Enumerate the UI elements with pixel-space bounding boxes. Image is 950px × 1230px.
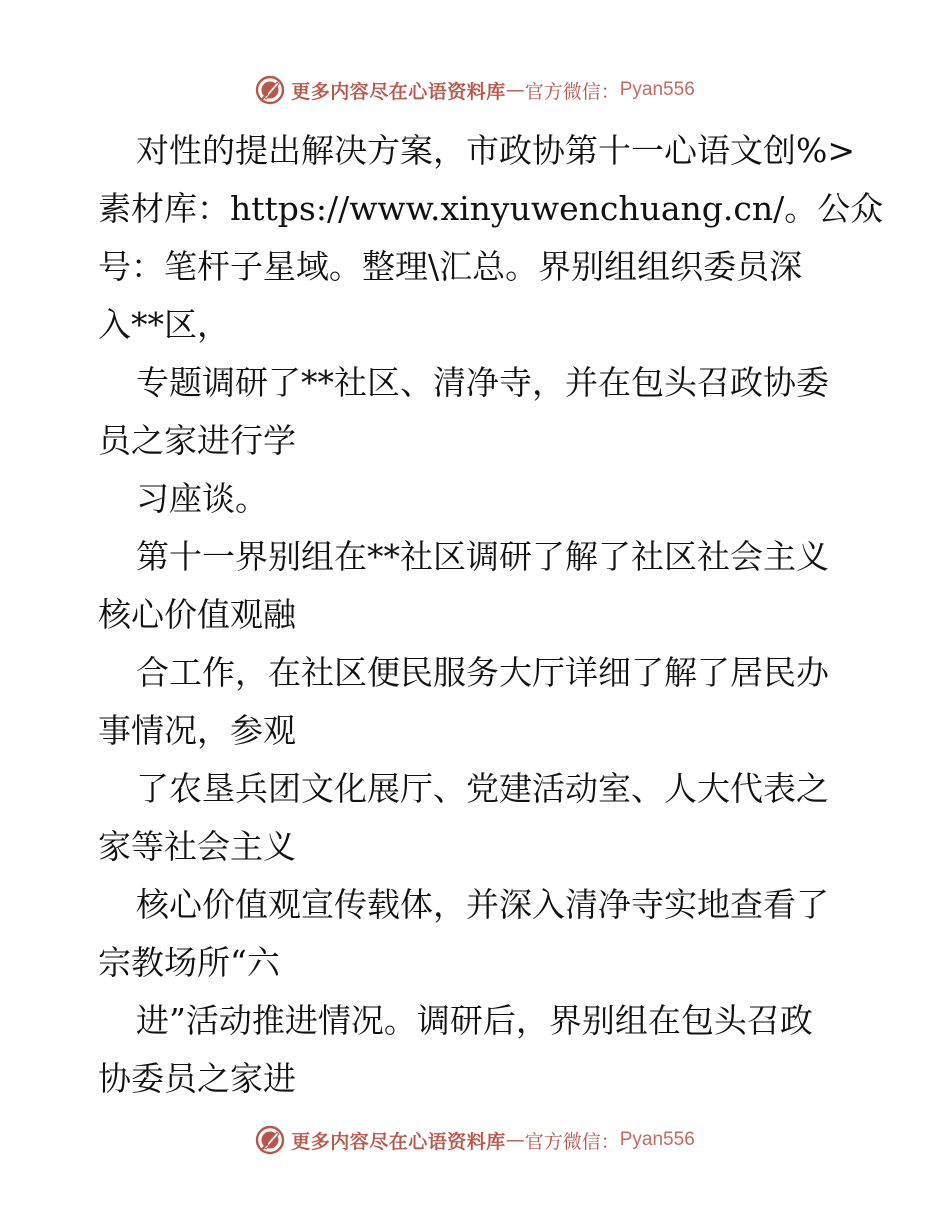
body-line: 了农垦兵团文化展厅、党建活动室、人大代表之 — [136, 769, 829, 808]
banner-separator: — — [505, 79, 525, 101]
body-line: 入**区， — [98, 305, 230, 344]
quill-seal-icon — [255, 75, 285, 105]
body-line: 协委员之家进 — [98, 1059, 296, 1098]
body-line: 事情况，参观 — [98, 711, 296, 750]
banner-label: 官方微信： — [524, 1130, 620, 1153]
footer-banner — [0, 1122, 950, 1158]
banner-separator: — — [505, 1129, 525, 1151]
quill-seal-icon — [255, 1125, 285, 1155]
banner-wechat-id: Pyan556 — [619, 1129, 695, 1150]
body-line: 素材库：https://www.xinyuwenchuang.cn/。公众 — [98, 189, 884, 228]
header-banner — [0, 72, 950, 108]
body-line: 习座谈。 — [136, 479, 268, 518]
banner-title: 更多内容尽在心语资料库 — [291, 80, 506, 103]
banner-wechat-id: Pyan556 — [619, 79, 695, 100]
banner-label: 官方微信： — [524, 80, 620, 103]
body-line: 宗教场所“六 — [98, 943, 280, 982]
body-line: 进”活动推进情况。调研后，界别组在包头召政 — [136, 1001, 813, 1040]
document-body — [98, 122, 884, 1108]
body-line: 核心价值观宣传载体，并深入清净寺实地查看了 — [136, 885, 829, 924]
body-line: 对性的提出解决方案，市政协第十一心语文创%> — [136, 131, 856, 170]
body-line: 专题调研了**社区、清净寺，并在包头召政协委 — [136, 363, 829, 402]
body-line: 员之家进行学 — [98, 421, 296, 460]
body-line: 家等社会主义 — [98, 827, 296, 866]
body-line: 核心价值观融 — [98, 595, 296, 634]
body-line: 号：笔杆子星域。整理\汇总。界别组组织委员深 — [98, 247, 803, 286]
body-line: 合工作，在社区便民服务大厅详细了解了居民办 — [136, 653, 829, 692]
banner-title: 更多内容尽在心语资料库 — [291, 1130, 506, 1153]
body-line: 第十一界别组在**社区调研了解了社区社会主义 — [136, 537, 829, 576]
